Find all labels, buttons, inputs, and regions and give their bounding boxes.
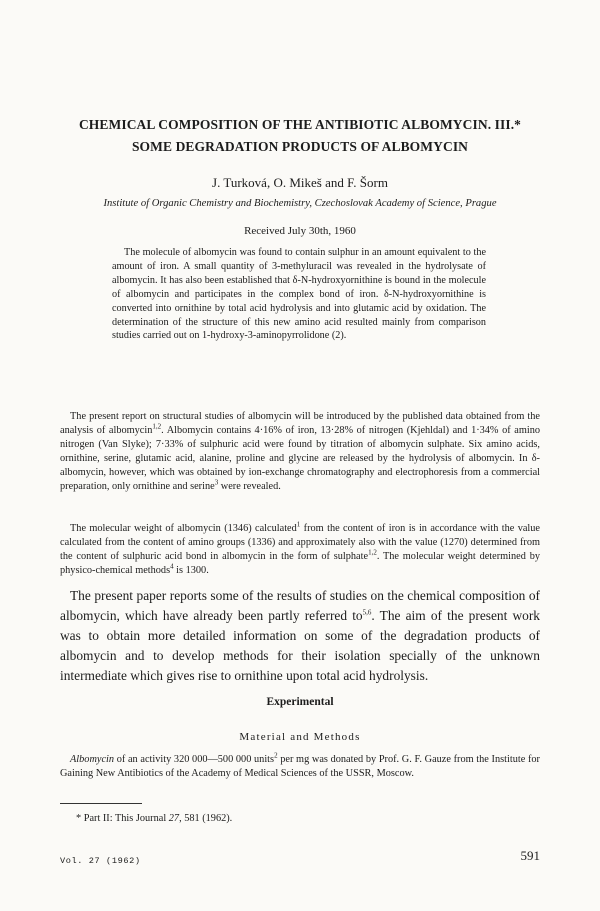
authors-line: J. Turková, O. Mikeš and F. Šorm: [212, 175, 388, 190]
section-heading-experimental: Experimental: [266, 696, 334, 708]
p2-superscript-b: 1,2: [368, 548, 377, 557]
p2-superscript-c: 4: [170, 562, 174, 571]
footer-volume-label: Vol. 27 (1962): [60, 856, 141, 866]
received-date: Received July 30th, 1960: [244, 225, 356, 237]
title-line-2: SOME DEGRADATION PRODUCTS OF ALBOMYCIN: [131, 139, 469, 154]
subsection-heading-material-methods: Material and Methods: [239, 731, 361, 743]
p2-text-b: from the content of iron is in accordance with the value calculated from the content of amino groups (1336) and approximately also with the value (1270) determined from the content of sulphuric acid bond in albomycin in the form of sulphate: [60, 523, 540, 562]
p4-superscript-a: 2: [274, 751, 278, 760]
article-title: [30, 114, 570, 158]
body-paragraph-4: [60, 753, 540, 781]
p4-italic-term: Albomycin: [70, 754, 115, 765]
p3-text-a: The present paper reports some of the results of studies on the chemical composition of albomycin, which have already been partly referred to: [60, 588, 540, 623]
affiliation-line: Institute of Organic Chemistry and Biochemistry, Czechoslovak Academy of Science, Prague: [103, 198, 497, 209]
p2-text-c: . The molecular weight determined by physico-chemical methods: [60, 550, 540, 576]
p3-superscript-a: 5,6: [362, 608, 372, 617]
body-paragraph-2: [60, 522, 540, 578]
footnote-text-a: * Part II: This Journal: [76, 813, 169, 824]
p1-text-b: . Albomycin contains 4·16% of iron, 13·28% of nitrogen (Kjehldal) and 1·34% of amino nitrogen (Van Slyke); 7·33% of sulphuric acid were found by titration of albomycin sulphate. Six amino acids, ornithine, serine, glutamic acid, alanine, proline and glycine are released by the hydrolysis of albomycin. In δ-albomycin, however, which was obtained by ion-exchange chromatography and electrophoresis from a commercial preparation, only ornithine and serine: [60, 424, 540, 492]
p2-superscript-a: 1: [296, 520, 301, 529]
page-number: 591: [520, 848, 540, 863]
p4-text-a: of an activity 320 000—500 000 units: [114, 754, 275, 765]
p1-superscript-b: 3: [214, 478, 219, 487]
footnote: [76, 813, 232, 824]
footnote-divider: [60, 803, 142, 804]
p2-text-a: The molecular weight of albomycin (1346) calculated: [70, 523, 297, 534]
footnote-volume: 27: [168, 813, 180, 824]
abstract-paragraph: The molecule of albomycin was found to contain sulphur in an amount equivalent to the amount of iron. A small quantity of 3-methyluracil was revealed in the hydrolysate of albomycin. It has also been established that δ-N-hydroxyornithine is bound in the molecule of albomycin and participates in the complex bond of iron. δ-N-hydroxyornithine is converted into ornithine by total acid hydrolysis and into glutamic acid by oxidation. The determination of the structure of this new amino acid resulted mainly from comparison studies carried out on 1-hydroxy-3-aminopyrrolidone (2).: [112, 247, 486, 342]
body-paragraph-1: [60, 410, 540, 493]
p1-superscript-a: 1,2: [152, 422, 162, 431]
p1-text-c: were revealed.: [218, 480, 281, 492]
footnote-text-b: , 581 (1962).: [179, 813, 233, 824]
p3-text-b: . The aim of the present work was to obtain more detailed information on some of the degradation products of albomycin and to develop methods for their isolation specially of the unknown intermediate which gives rise to ornithine upon total acid hydrolysis.: [60, 608, 541, 683]
p2-text-d: is 1300.: [173, 564, 209, 576]
body-paragraph-3: [60, 586, 540, 686]
p1-text-a: The present report on structural studies of albomycin will be introduced by the published data obtained from the analysis of albomycin: [60, 411, 540, 436]
title-line-1: CHEMICAL COMPOSITION OF THE ANTIBIOTIC ALBOMYCIN. III.*: [78, 117, 522, 132]
p4-text-b: per mg was donated by Prof. G. F. Gauze from the Institute for Gaining New Antibiotics of the Academy of Medical Sciences of the USSR, Moscow.: [60, 754, 540, 779]
